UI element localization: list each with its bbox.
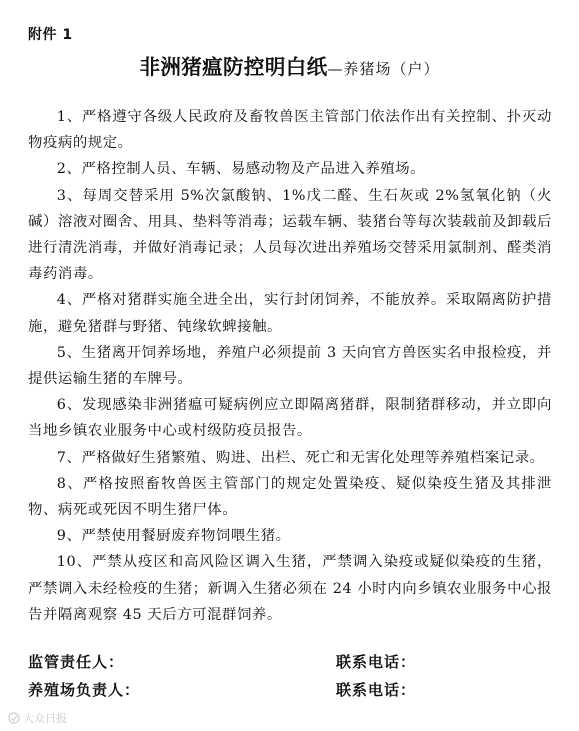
title-subtitle: —养猪场（户） bbox=[327, 60, 440, 78]
farm-manager-label: 养殖场负责人： bbox=[28, 681, 141, 699]
paragraph-10: 10、严禁从疫区和高风险区调入生猪，严禁调入染疫或疑似染疫的生猪，严禁调入未经检疫的生猪；新调入生猪必须在 24 小时内向乡镇农业服务中心报告并隔离观察 45 天后方可混群饲养。 bbox=[28, 554, 552, 623]
farm-manager-phone-label: 联系电话： bbox=[336, 681, 417, 699]
app-logo-icon bbox=[8, 712, 20, 724]
paragraph-9: 9、严禁使用餐厨废弃物饲喂生猪。 bbox=[56, 528, 291, 545]
watermark-text: 大众日报 bbox=[23, 712, 67, 725]
title-main: 非洲猪瘟防控明白纸 bbox=[139, 55, 328, 79]
document-title bbox=[0, 50, 579, 80]
paragraph-7: 7、严格做好生猪繁殖、购进、出栏、死亡和无害化处理等养殖档案记录。 bbox=[56, 449, 545, 466]
paragraph-4: 4、严格对猪群实施全进全出，实行封闭饲养，不能放养。采取隔离防护措施，避免猪群与野猪、钝缘软蜱接触。 bbox=[28, 292, 552, 335]
supervisor-label: 监管责任人： bbox=[28, 653, 125, 671]
attachment-label: 附件 1 bbox=[28, 27, 73, 43]
supervisor-row bbox=[28, 648, 552, 676]
signature-section bbox=[28, 648, 552, 704]
paragraph-1: 1、严格遵守各级人民政府及畜牧兽医主管部门依法作出有关控制、扑灭动物疫病的规定。 bbox=[28, 109, 552, 152]
watermark bbox=[8, 710, 67, 726]
document-body bbox=[28, 104, 552, 628]
paragraph-3: 3、每周交替采用 5%次氯酸钠、1%戊二醛、生石灰或 2%氢氧化钠（火碱）溶液对圈舍、用具、垫料等消毒；运载车辆、装猪台等每次装载前及卸载后进行清洗消毒，并做好消毒记录；人员每次进出养殖场交替采用氯制剂、醛类消毒药消毒。 bbox=[28, 187, 552, 283]
farm-manager-row bbox=[28, 676, 552, 704]
supervisor-phone-label: 联系电话： bbox=[336, 653, 417, 671]
paragraph-8: 8、严格按照畜牧兽医主管部门的规定处置染疫、疑似染疫生猪及其排泄物、病死或死因不明生猪尸体。 bbox=[28, 475, 552, 519]
paragraph-6: 6、发现感染非洲猪瘟可疑病例应立即隔离猪群，限制猪群移动，并立即向当地乡镇农业服务中心或村级防疫员报告。 bbox=[28, 397, 552, 440]
paragraph-5: 5、生猪离开饲养场地，养殖户必须提前 3 天向官方兽医实名申报检疫，并提供运输生猪的车牌号。 bbox=[28, 344, 552, 388]
paragraph-2: 2、严格控制人员、车辆、易感动物及产品进入养殖场。 bbox=[56, 161, 426, 178]
